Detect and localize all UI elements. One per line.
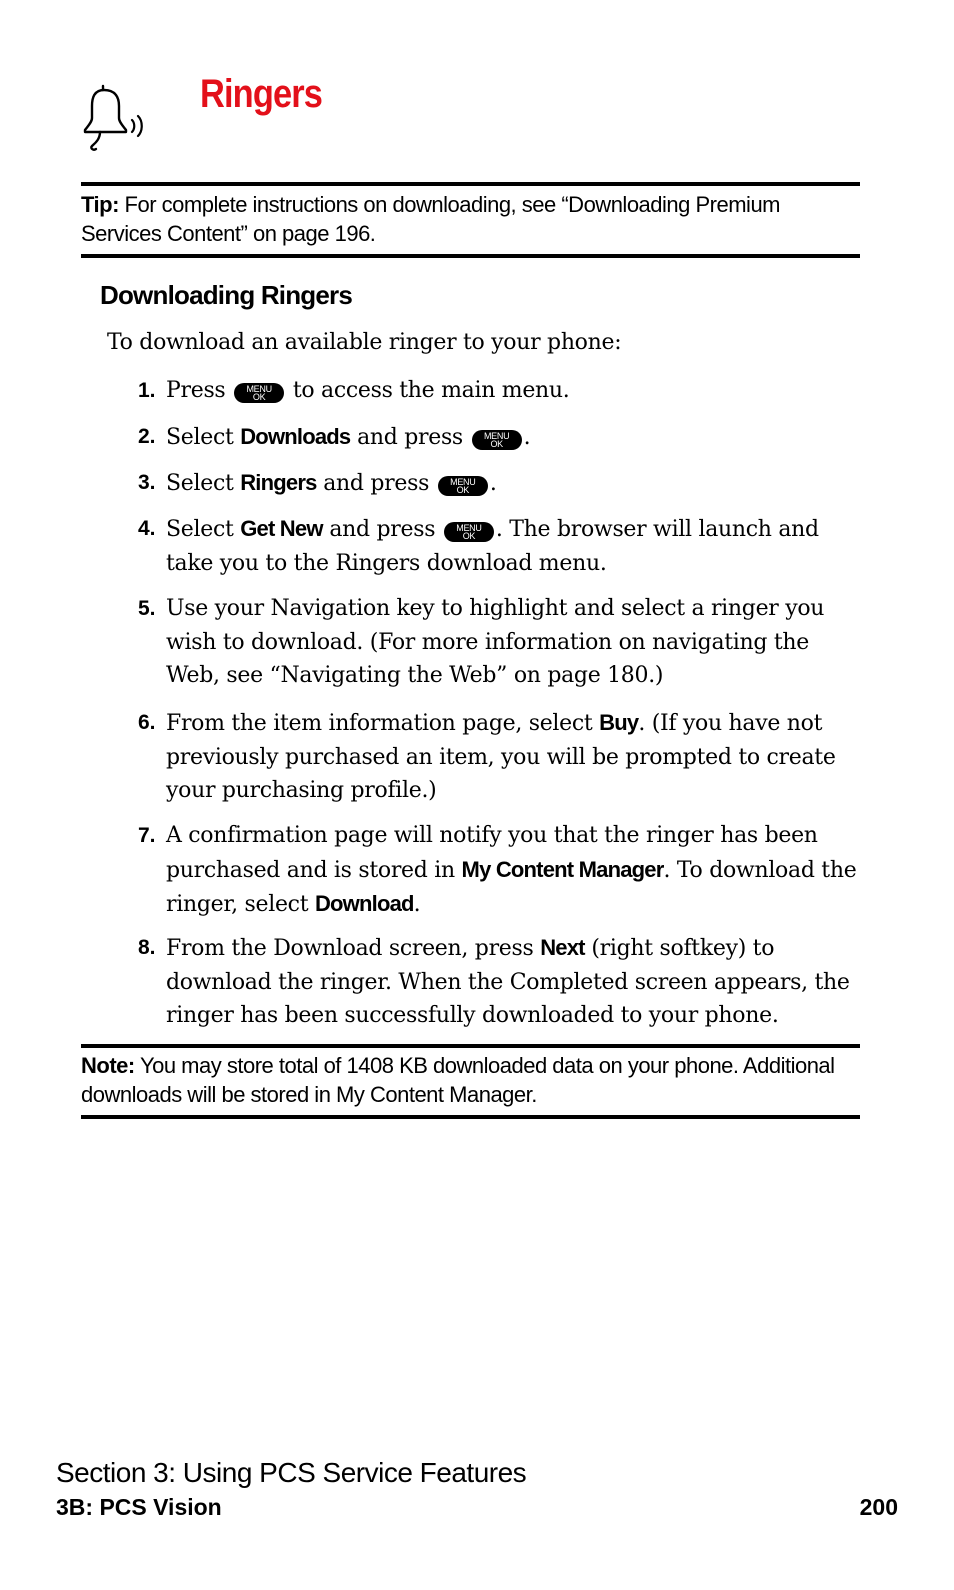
step-number: 1. [138,379,156,402]
footer-section-title: Section 3: Using PCS Service Features [56,1457,527,1488]
step-text: From the Download screen, press Next (right softkey) to download the ringer. When the Completed screen appears, the ringer has been successfully downloaded to your phone. [166,935,850,1028]
page-number: 200 [859,1494,898,1520]
menu-ok-key-icon: MENU OK [472,430,522,450]
step-text: Select Downloads and press MENU OK . [166,424,531,450]
softkey-term: Next [540,935,585,960]
step-7 [138,819,860,922]
step-4 [138,512,860,580]
step-5 [138,592,860,693]
step-number: 5. [138,597,156,620]
step-number: 7. [138,824,156,847]
tip-text: For complete instructions on downloading, see “Downloading Premium Services Content” on page 196. [81,192,781,246]
step-8 [138,931,860,1033]
step-3 [138,466,860,501]
note-bottom-rule [81,1115,860,1119]
note-text: You may store total of 1408 KB downloaded data on your phone. Additional downloads will be stored in My Content Manager. [81,1053,835,1107]
step-text: Use your Navigation key to highlight and select a ringer you wish to download. (For more information on navigating the Web, see “Navigating the Web” on page 180.) [166,596,825,688]
menu-term: Buy [599,710,639,735]
menu-term: Ringers [240,470,317,495]
step-text: Select Get New and press MENU OK . The browser will launch and take you to the Ringers download menu. [166,516,819,576]
step-number: 8. [138,936,156,959]
step-number: 2. [138,425,156,448]
tip-label: Tip: [81,192,119,217]
tip-bottom-rule [81,254,860,258]
section-intro: To download an available ringer to your phone: [107,330,622,355]
step-text: A confirmation page will notify you that the ringer has been purchased and is stored in My Content Manager. To download the ringer, select Download. [166,823,857,917]
menu-term: My Content Manager [461,856,664,882]
tip-top-rule [81,182,860,186]
step-6 [138,706,860,808]
tip-box [81,190,860,248]
step-text: From the item information page, select Buy. (If you have not previously purchased an item, you will be prompted to create your purchasing profile.) [166,710,836,803]
menu-ok-key-icon: MENU OK [438,476,488,496]
menu-term: Downloads [240,424,351,449]
step-1 [138,374,860,408]
menu-term: Get New [240,516,323,541]
menu-term: Download [314,891,414,916]
menu-ok-key-icon: MENU OK [234,383,284,403]
step-text: Select Ringers and press MENU OK . [166,470,497,496]
section-heading: Downloading Ringers [100,280,353,310]
page-title: Ringers [200,72,323,116]
note-label: Note: [81,1053,135,1078]
bell-icon [82,84,148,154]
step-number: 3. [138,471,156,494]
step-text: Press MENU OK to access the main menu. [166,378,570,403]
step-number: 6. [138,711,156,734]
note-top-rule [81,1044,860,1048]
footer-subsection: 3B: PCS Vision [56,1494,222,1520]
step-2 [138,420,860,455]
note-box [81,1051,860,1109]
menu-ok-key-icon: MENU OK [444,522,494,542]
step-number: 4. [138,517,156,540]
